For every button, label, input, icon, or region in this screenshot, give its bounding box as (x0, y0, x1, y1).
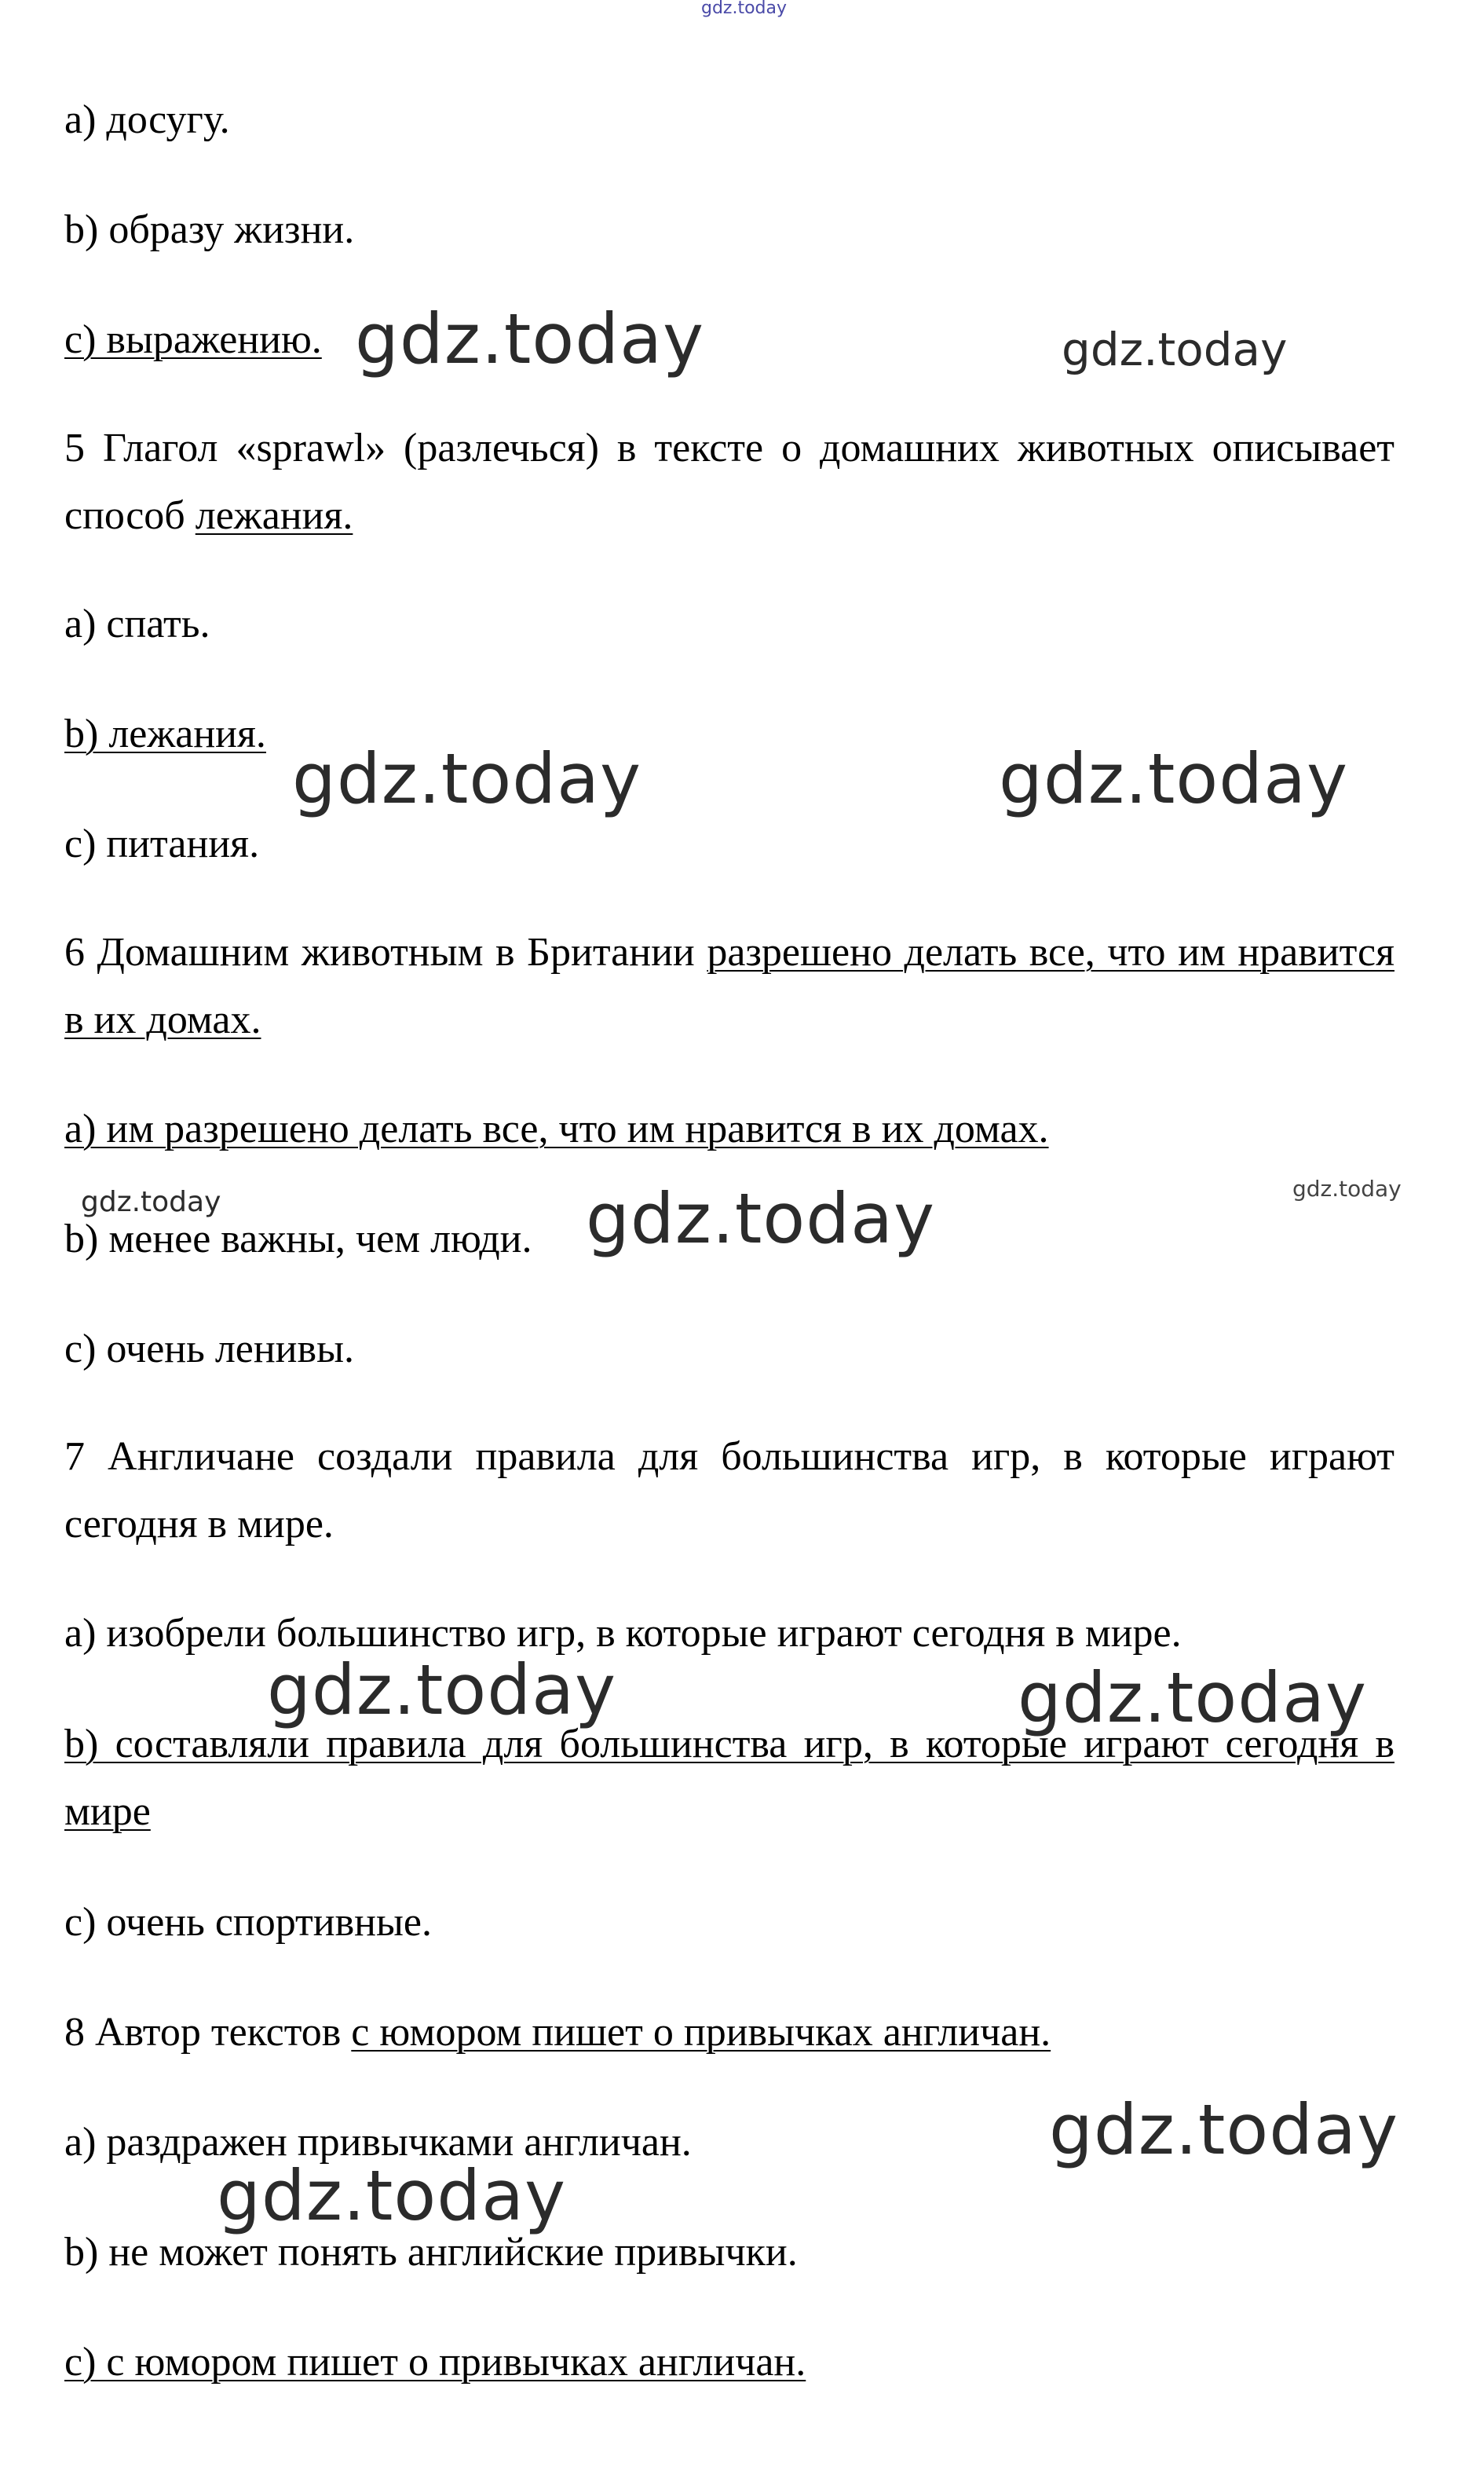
q8-question (64, 2009, 1051, 2056)
watermark: gdz.today (1062, 323, 1288, 376)
watermark: gdz.today (1292, 1176, 1402, 1202)
q5-question-text: 5 Глагол «sprawl» (разлечься) в тексте о домашних животных описывает способ (64, 426, 1394, 538)
q8-question-text: 8 Автор текстов (64, 2010, 352, 2055)
q6-option-c: c) очень ленивы. (64, 1327, 355, 1371)
q4-option-b: b) образу жизни. (64, 207, 355, 252)
q8-answer: с юмором пишет о привычках англичан. (351, 2010, 1051, 2055)
q5-answer: лежания. (195, 493, 353, 538)
q7-option-b: b) составляли правила для большинства игр, в которые играют сегодня в мире (64, 1722, 1394, 1834)
q5-option-c: c) питания. (64, 822, 260, 866)
watermark: gdz.today (267, 1649, 617, 1730)
watermark: gdz.today (217, 2155, 567, 2236)
watermark: gdz.today (292, 738, 642, 819)
watermark: gdz.today (1049, 2089, 1399, 2170)
q5-question (64, 415, 1394, 550)
watermark: gdz.today (1018, 1657, 1368, 1738)
watermark: gdz.today (999, 738, 1349, 819)
q4-option-a: a) досугу. (64, 97, 230, 142)
q6-option-a: a) им разрешено делать все, что им нравится в их домах. (64, 1107, 1049, 1151)
q6-question-text: 6 Домашним животным в Британии (64, 930, 707, 975)
watermark-top: gdz.today (701, 0, 788, 18)
q6-answer: разрешено делать все, что им нравится в их домах. (64, 930, 1394, 1042)
q8-option-a: a) раздражен привычками англичан. (64, 2120, 692, 2165)
q7-option-a: a) изобрели большинство игр, в которые играют сегодня в мире. (64, 1611, 1182, 1656)
q8-option-b: b) не может понять английские привычки. (64, 2230, 798, 2275)
watermark: gdz.today (586, 1178, 936, 1259)
q6-question (64, 919, 1394, 1054)
watermark: gdz.today (355, 298, 705, 379)
q7-option-c: c) очень спортивные. (64, 1900, 432, 1945)
q8-option-c: c) с юмором пишет о привычках англичан. (64, 2340, 806, 2385)
q4-option-c: c) выражению. (64, 317, 322, 362)
q7-question: 7 Англичане создали правила для большинства игр, в которые играют сегодня в мире. (64, 1434, 1394, 1546)
q6-option-b: b) менее важны, чем люди. (64, 1217, 532, 1261)
watermark: gdz.today (81, 1186, 221, 1218)
q5-option-b: b) лежания. (64, 712, 266, 756)
q5-option-a: a) спать. (64, 602, 210, 646)
